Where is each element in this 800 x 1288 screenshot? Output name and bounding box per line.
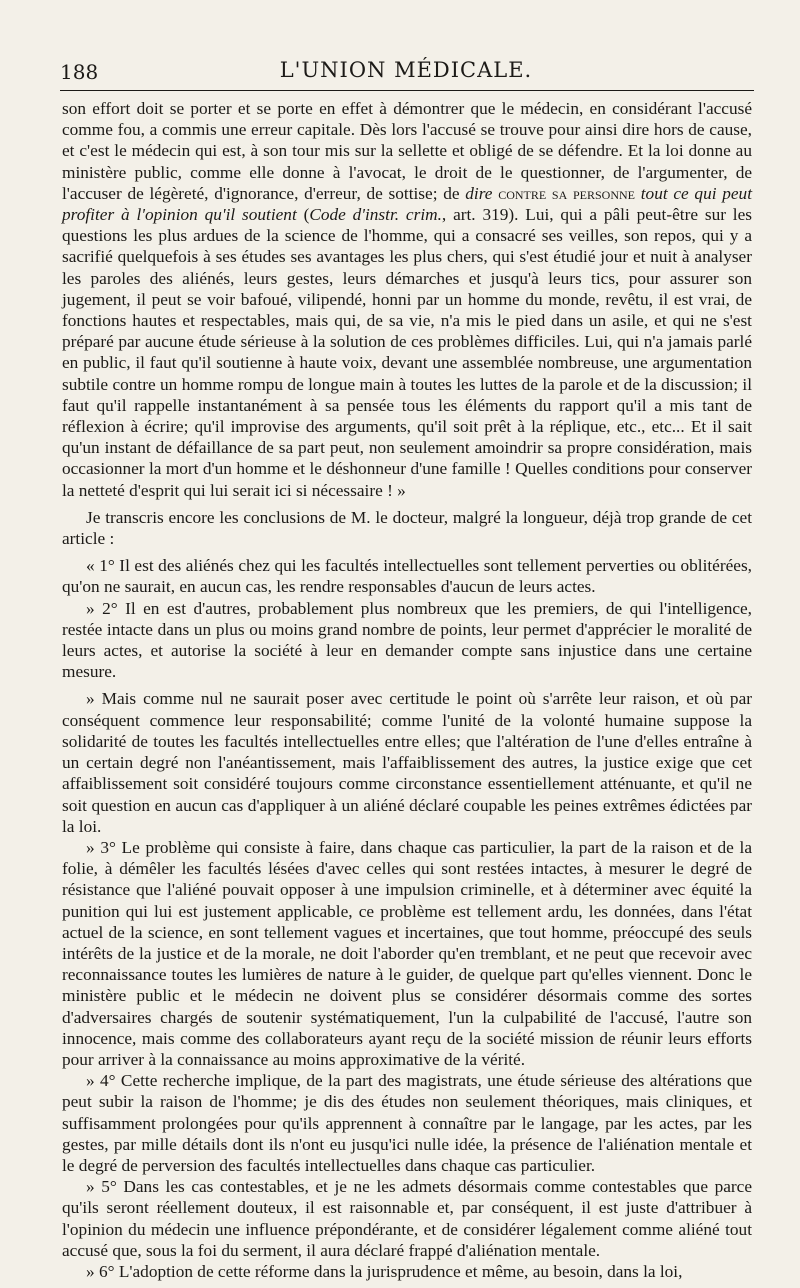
paragraph (62, 98, 752, 501)
paragraph-text: ( (296, 205, 310, 225)
paragraph-text: son effort doit se porter et se porte en effet à démontrer que le médecin, en considérant l'accusé comme fou, a commis une erreur capitale. Dès lors l'accusé se trouve pour ainsi dire hors de cause, et c'est le médecin qui est, à son tour mis sur la sellette et obligé de se défendre. Et la loi donne au ministère public, comme elle donne à l'avocat, le droit de le questionner, de l'argumenter, de l'accuser de légèreté, d'ignorance, d'erreur, de sottise; de (62, 99, 752, 203)
paragraph: » 4° Cette recherche implique, de la part des magistrats, une étude sérieuse des altérations que peut subir la raison de l'homme; je dis des études non seulement théoriques, mais cliniques, et suffisamment prolongées pour qu'ils apprennent à connaître par le langage, par les actes, par les gestes, par mille détails dont ils n'ont eu jusqu'ici nulle idée, la présence de l'aliénation mentale et le degré de perversion des facultés intellectuelles dans chaque cas particulier. (62, 1071, 752, 1175)
page-number: 188 (60, 60, 99, 84)
paragraph: » 3° Le problème qui consiste à faire, dans chaque cas particulier, la part de la raison et de la folie, à démêler les facultés lésées d'avec celles qui sont restées intactes, à mesurer le degré de résistance que l'aliéné pouvait opposer à une impulsion criminelle, et à déterminer avec équité la punition qui lui est justement applicable, ce problème est tellement ardu, les données, dans l'état actuel de la science, en sont tellement vagues et incertaines, que tout homme, préoccupé des seuls intérêts de la justice et de la morale, ne doit l'aborder qu'en tremblant, et ne peut que recevoir avec reconnaissance toutes les lumières de nature à le guider, de quelque part qu'elles viennent. Donc le ministère public et le médecin ne doivent plus se considérer désormais comme des sortes d'adversaires chargés de soutenir systématiquement, l'un la culpabilité de l'accusé, l'autre son innocence, mais comme des collaborateurs ayant reçu de la société mission de réunir leurs efforts pour arriver à la connaissance au moins approximative de la vérité. (62, 837, 752, 1069)
paragraph: » 6° L'adoption de cette réforme dans la jurisprudence et même, au besoin, dans la loi, (86, 1261, 683, 1281)
paragraph: « 1° Il est des aliénés chez qui les facultés intellectuelles sont tellement perverties ou oblitérées, qu'on ne saurait, en aucun cas, les rendre responsables d'aucun de leurs actes. (62, 556, 752, 597)
running-title: L'UNION MÉDICALE. (279, 58, 533, 82)
paragraph: » 2° Il en est d'autres, probablement plus nombreux que les premiers, de qui l'intelligence, restée intacte dans un plus ou moins grand nombre de points, leur permet d'apprécier le moralité de leurs actes, et autorise la société à leur en demander compte sans injustice dans une certaine mesure. (62, 598, 752, 682)
italic-text: dire (465, 183, 493, 203)
paragraph: Je transcris encore les conclusions de M. le docteur, malgré la longueur, déjà trop grande de cet article : (62, 507, 752, 549)
body-text (62, 98, 752, 1282)
page-header (60, 56, 752, 86)
small-caps-text: contre sa personne (498, 183, 636, 203)
italic-text: tout ce qui peut profiter à l'opinion qu'il soutient (62, 183, 752, 225)
header-rule (60, 90, 754, 91)
paragraph: » Mais comme nul ne saurait poser avec certitude le point où s'arrête leur raison, et où par conséquent commence leur responsabilité; comme l'unité de la volonté humaine suppose la solidarité de toutes les facultés intellectuelles entre elles; que l'altération de l'une d'elles entraîne à un certain degré non l'anéantissement, mais l'affaiblissement des autres, la justice exige que cet affaiblissement soit considéré toujours comme circonstance essentiellement atténuante, et qu'il ne soit question en aucun cas d'appliquer à un aliéné déclaré coupable les peines extrêmes édictées par la loi. (62, 689, 752, 836)
citation-text: Code d'instr. crim. (309, 205, 442, 225)
paragraph-text: , art. 319). Lui, qui a pâli peut-être sur les questions les plus ardues de la science de l'homme, qui a consacré ses veilles, son repos, qui y a sacrifié quelquefois à ses études ses avantages les plus chers, qui s'est étudié jour et nuit à analyser les paroles des aliénés, leurs gestes, leurs démarches et jusqu'à leurs tics, pour assurer son jugement, il peut se voir bafoué, vilipendé, honni par un homme du monde, revêtu, il est vrai, de fonctions hautes et respectables, mais qui, de sa vie, n'a mis le pied dans un asile, et qui ne s'est préparé par aucune étude sérieuse à la solution de ces problèmes difficiles. Lui, qui n'a jamais parlé en public, il faut qu'il soutienne à haute voix, devant une assemblée nombreuse, une argumentation subtile contre un homme rompu de longue main à toutes les luttes de la parole et de la discussion; il faut qu'il rappelle instantanément à sa pensée tous les éléments du rapport qu'il a mis tant de réflexion à écrire; qu'il improvise des arguments, qu'il soit prêt à la réplique, etc., etc... Et il sait qu'un instant de défaillance de sa part peut, non seulement amoindrir sa propre considération, mais occasionner la mort d'un homme et le déshonneur d'une famille ! Quelles conditions pour conserver la netteté d'esprit qui lui serait ici si nécessaire ! » (62, 205, 752, 500)
paragraph: » 5° Dans les cas contestables, et je ne les admets désormais comme contestables que parce qu'ils seront réellement douteux, il est raisonnable et, par conséquent, il est juste d'attribuer à l'opinion du médecin une influence prépondérante, et de considérer légalement comme aliéné tout accusé que, sous la foi du serment, il aura déclaré frappé d'aliénation mentale. (62, 1177, 752, 1260)
